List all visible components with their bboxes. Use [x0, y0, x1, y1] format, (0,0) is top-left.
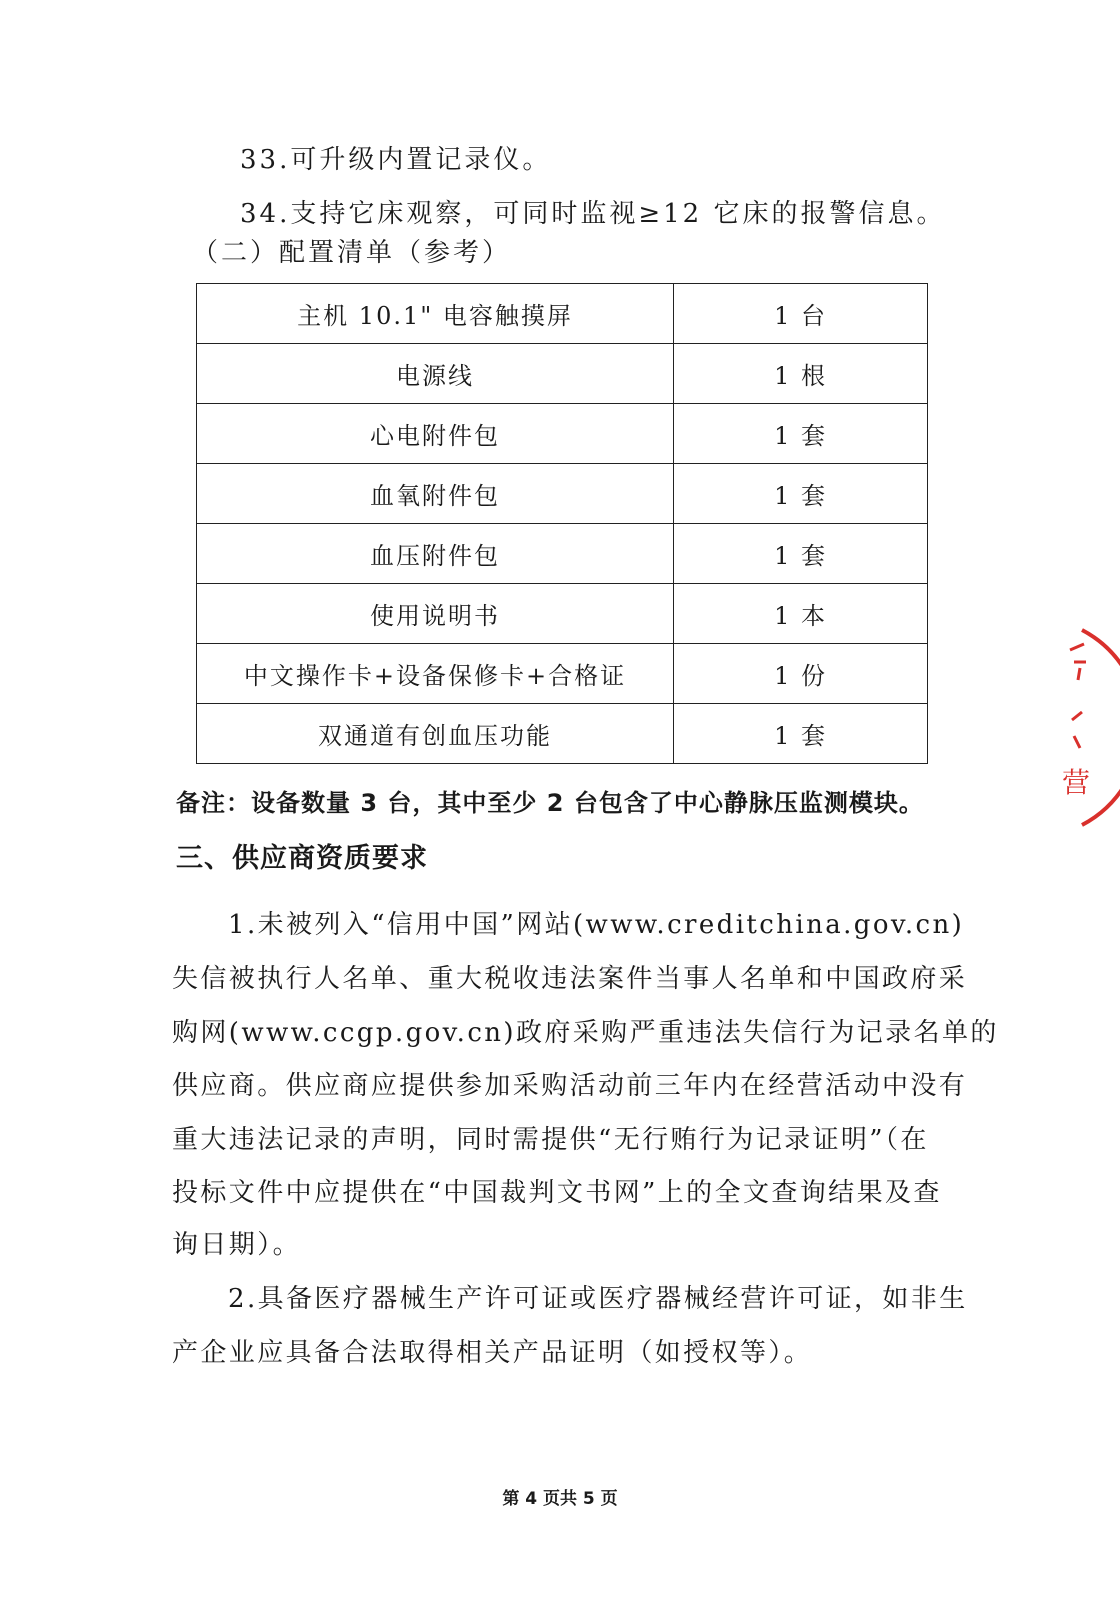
table-cell-item: 心电附件包	[197, 404, 674, 464]
para1-line-5: 重大违法记录的声明，同时需提供“无行贿行为记录证明”（在	[172, 1125, 929, 1155]
table-cell-item: 电源线	[197, 344, 674, 404]
table-row	[197, 524, 928, 584]
table-cell-item: 使用说明书	[197, 584, 674, 644]
table-row	[197, 584, 928, 644]
para1-line-7: 询日期）。	[172, 1230, 302, 1260]
table-cell-qty: 1 套	[674, 524, 928, 584]
table-cell-qty: 1 本	[674, 584, 928, 644]
config-table	[196, 283, 928, 764]
para1-line-3: 购网(www.ccgp.gov.cn)政府采购严重违法失信行为记录名单的	[172, 1018, 999, 1048]
para2-line-2: 产企业应具备合法取得相关产品证明（如授权等）。	[172, 1338, 813, 1368]
table-row	[197, 404, 928, 464]
seal-icon	[1040, 610, 1120, 850]
section-two-title: （二）配置清单（参考）	[192, 238, 512, 268]
table-cell-qty: 1 套	[674, 704, 928, 764]
table-cell-item: 中文操作卡+设备保修卡+合格证	[197, 644, 674, 704]
table-cell-item: 血压附件包	[197, 524, 674, 584]
section-three-title: 三、供应商资质要求	[176, 843, 428, 874]
para1-line-6: 投标文件中应提供在“中国裁判文书网”上的全文查询结果及查	[172, 1178, 942, 1208]
table-cell-item: 双通道有创血压功能	[197, 704, 674, 764]
table-cell-item: 主机 10.1" 电容触摸屏	[197, 284, 674, 344]
table-row	[197, 284, 928, 344]
table-row	[197, 344, 928, 404]
para1-line-4: 供应商。供应商应提供参加采购活动前三年内在经营活动中没有	[172, 1071, 968, 1101]
table-cell-qty: 1 份	[674, 644, 928, 704]
para1-line-2: 失信被执行人名单、重大税收违法案件当事人名单和中国政府采	[172, 964, 968, 994]
page-footer: 第 4 页共 5 页	[502, 1489, 618, 1509]
svg-text:营: 营	[1062, 766, 1091, 799]
table-cell-qty: 1 套	[674, 464, 928, 524]
table-cell-item: 血氧附件包	[197, 464, 674, 524]
table-row	[197, 644, 928, 704]
equipment-note: 备注：设备数量 3 台，其中至少 2 台包含了中心静脉压监测模块。	[176, 789, 924, 817]
table-cell-qty: 1 套	[674, 404, 928, 464]
table-row	[197, 464, 928, 524]
item-34: 34.支持它床观察，可同时监视≥12 它床的报警信息。	[240, 199, 946, 229]
table-row	[197, 704, 928, 764]
table-cell-qty: 1 台	[674, 284, 928, 344]
item-33: 33.可升级内置记录仪。	[240, 145, 552, 175]
table-cell-qty: 1 根	[674, 344, 928, 404]
para2-line-1: 2.具备医疗器械生产许可证或医疗器械经营许可证，如非生	[228, 1284, 968, 1314]
red-seal-stamp	[1040, 610, 1120, 850]
para1-line-1: 1.未被列入“信用中国”网站(www.creditchina.gov.cn)	[228, 910, 965, 940]
